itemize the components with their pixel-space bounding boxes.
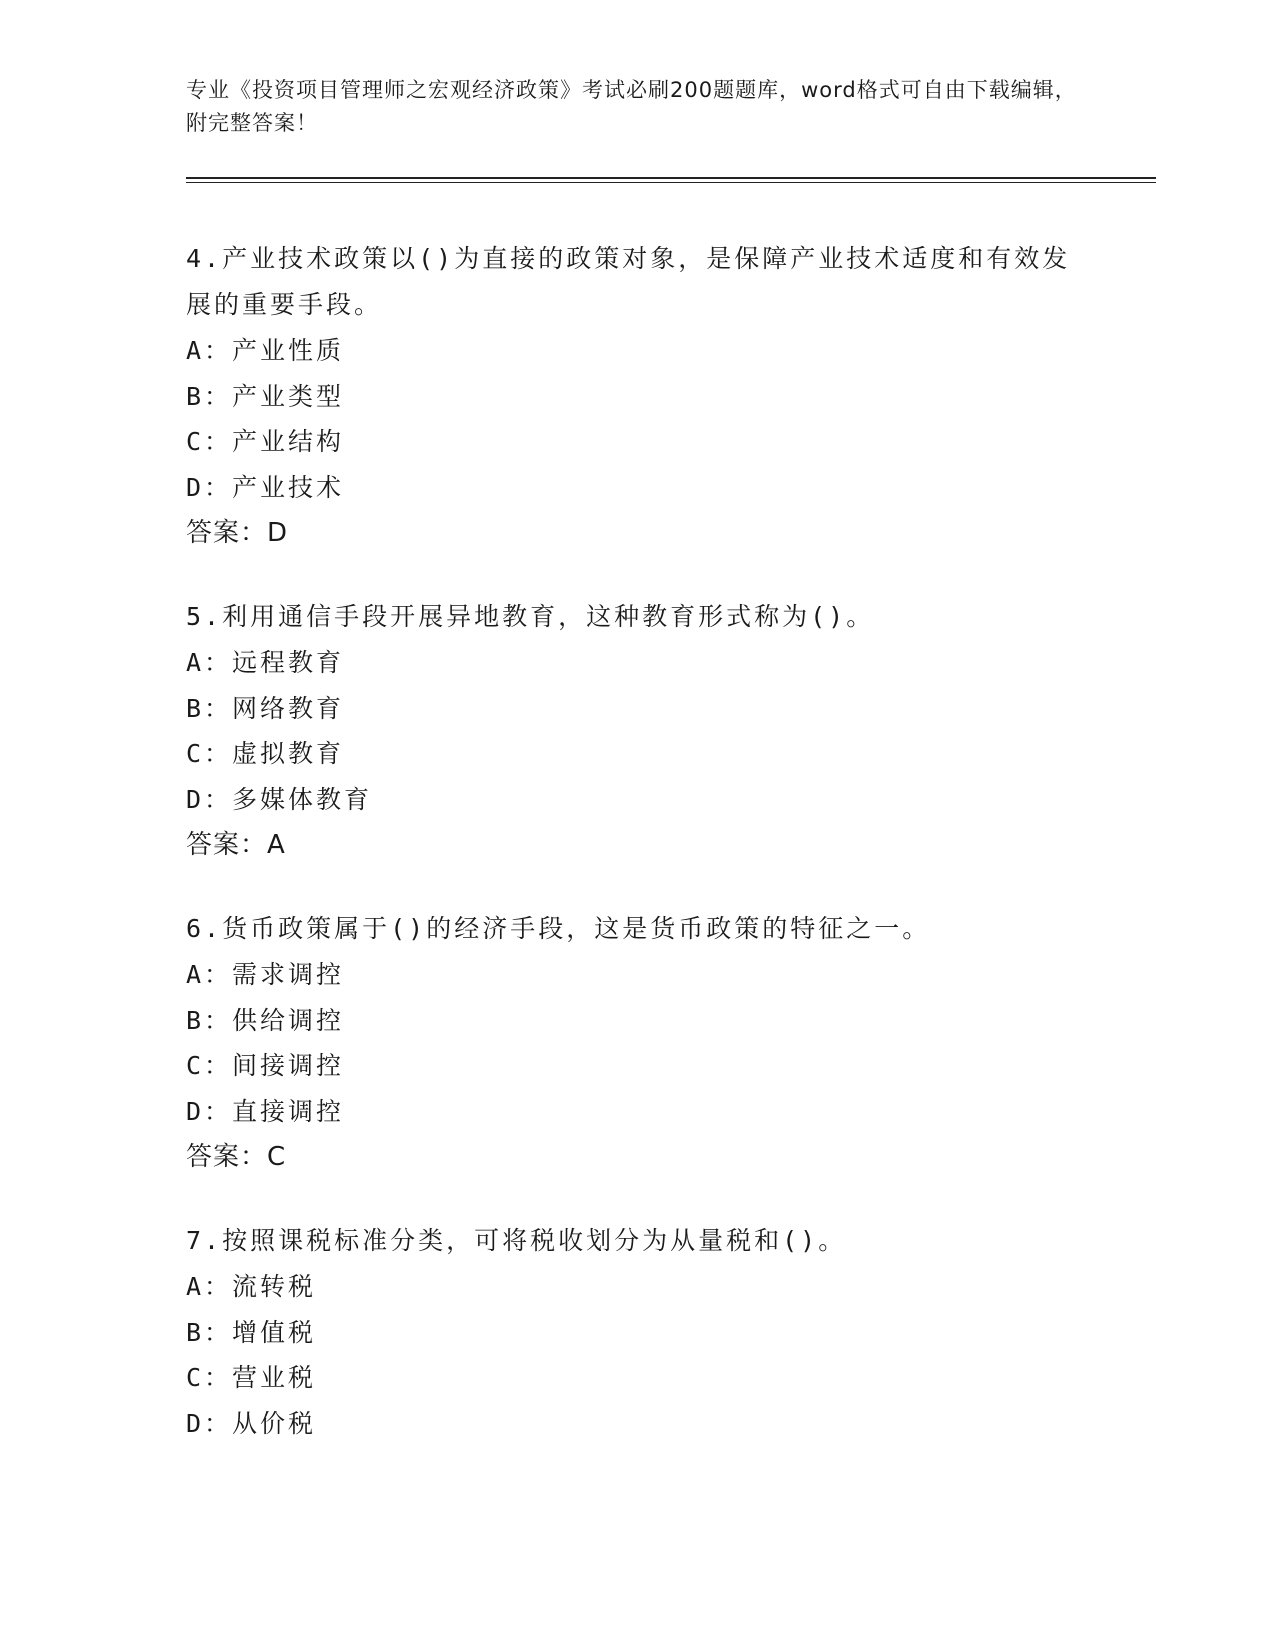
option-d: D：产业技术	[186, 472, 345, 502]
option-d: D：多媒体教育	[186, 784, 373, 814]
option-a: A：需求调控	[186, 960, 345, 989]
option-d: D：直接调控	[186, 1096, 345, 1126]
option-b: B：网络教育	[186, 693, 345, 723]
option-b: B：供给调控	[186, 1005, 345, 1035]
option-c: C：间接调控	[186, 1051, 345, 1080]
question-stem: 6.货币政策属于()的经济手段，这是货币政策的特征之一。	[186, 914, 931, 943]
document-header: 专业《投资项目管理师之宏观经济政策》考试必刷200题题库，word格式可自由下载编辑，附完整答案！	[186, 78, 1077, 135]
option-b: B：产业类型	[186, 381, 345, 411]
question-6	[186, 906, 1156, 1180]
answer: 答案：D	[186, 518, 289, 548]
option-a: A：产业性质	[186, 336, 345, 365]
option-c: C：虚拟教育	[186, 739, 345, 768]
answer: 答案：A	[186, 830, 286, 860]
header-divider-thick	[186, 177, 1156, 179]
question-stem: 4.产业技术政策以()为直接的政策对象，是保障产业技术适度和有效发展的重要手段。	[186, 244, 1071, 319]
option-d: D：从价税	[186, 1408, 317, 1438]
answer: 答案：C	[186, 1142, 287, 1172]
question-5	[186, 594, 1156, 868]
option-b: B：增值税	[186, 1317, 317, 1347]
option-a: A：远程教育	[186, 648, 345, 677]
header-divider-thin	[186, 182, 1156, 183]
question-list	[186, 236, 1156, 1484]
question-4	[186, 236, 1156, 556]
question-stem: 7.按照课税标准分类，可将税收划分为从量税和()。	[186, 1226, 847, 1255]
option-c: C：产业结构	[186, 427, 345, 456]
question-stem: 5.利用通信手段开展异地教育，这种教育形式称为()。	[186, 602, 875, 631]
option-a: A：流转税	[186, 1272, 317, 1301]
option-c: C：营业税	[186, 1363, 317, 1392]
question-7	[186, 1218, 1156, 1446]
